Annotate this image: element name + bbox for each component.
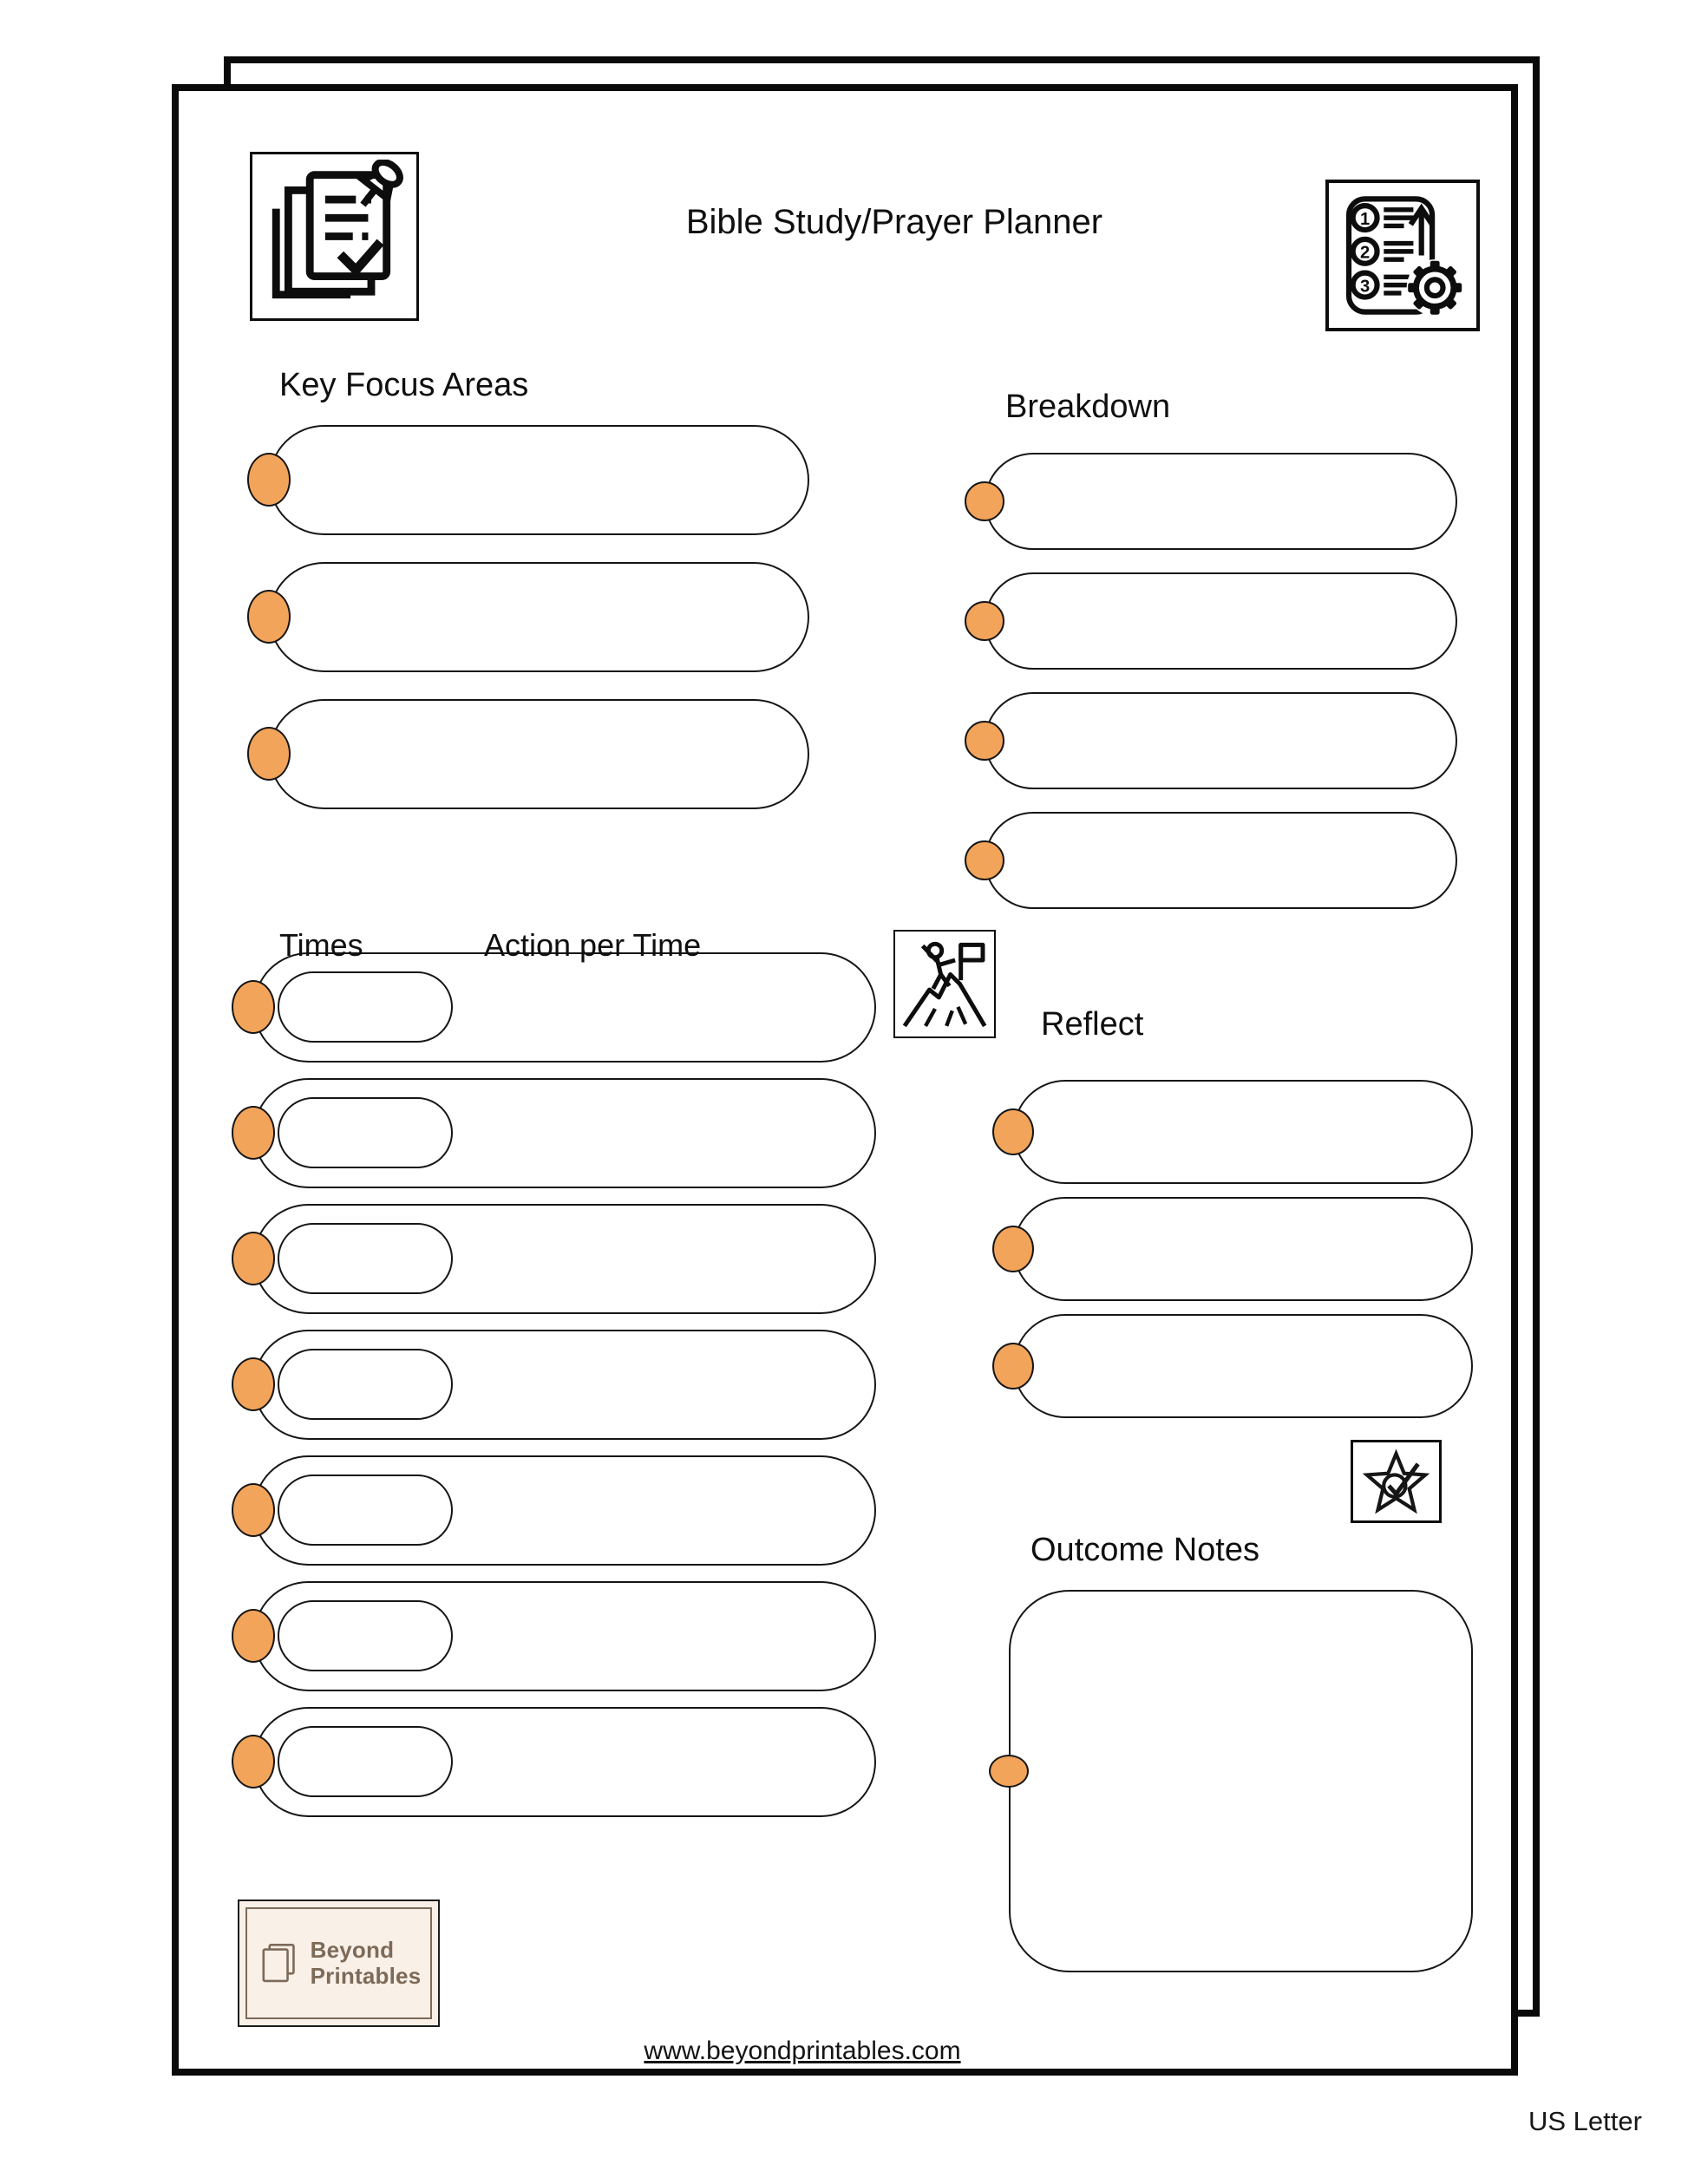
beyond-printables-logo xyxy=(238,1900,440,2027)
time-field[interactable] xyxy=(278,971,453,1043)
connector-dot xyxy=(965,840,1004,880)
reflect-field[interactable] xyxy=(1013,1080,1473,1184)
stacked-pages-icon xyxy=(257,1939,302,1988)
connector-dot xyxy=(965,721,1004,761)
time-field[interactable] xyxy=(278,1600,453,1671)
logo-line1: Beyond xyxy=(310,1937,395,1964)
connector-dot xyxy=(232,1735,275,1788)
planner-page xyxy=(172,84,1518,2076)
connector-dot xyxy=(232,1483,275,1537)
connector-dot xyxy=(247,727,291,781)
connector-dot xyxy=(232,1232,275,1285)
breakdown-field[interactable] xyxy=(985,572,1457,670)
breakdown-field[interactable] xyxy=(985,453,1457,550)
connector-dot xyxy=(232,1106,275,1160)
connector-dot xyxy=(992,1343,1034,1390)
breakdown-field[interactable] xyxy=(985,812,1457,909)
reflect-field[interactable] xyxy=(1013,1314,1473,1418)
times-heading: Times xyxy=(279,927,363,963)
star-checkmark-icon xyxy=(1351,1440,1442,1523)
connector-dot xyxy=(992,1108,1034,1155)
connector-dot xyxy=(247,590,291,644)
logo-line2: Printables xyxy=(310,1962,422,1989)
connector-dot xyxy=(965,601,1004,641)
breakdown-heading: Breakdown xyxy=(1005,389,1171,425)
mountain-climber-flag-icon xyxy=(893,930,996,1038)
key-focus-areas-heading: Key Focus Areas xyxy=(279,367,529,403)
outcome-notes-heading: Outcome Notes xyxy=(1030,1532,1259,1568)
key-focus-field[interactable] xyxy=(269,699,809,809)
key-focus-field[interactable] xyxy=(269,425,809,535)
time-field[interactable] xyxy=(278,1475,453,1546)
logo-frame xyxy=(245,1907,432,2019)
svg-text:3: 3 xyxy=(1359,277,1371,297)
svg-text:1: 1 xyxy=(1359,209,1371,229)
clipboard-checklist-pin-icon xyxy=(250,152,419,321)
connector-dot xyxy=(232,1609,275,1663)
website-link[interactable]: www.beyondprintables.com xyxy=(644,2037,961,2065)
reflect-field[interactable] xyxy=(1013,1197,1473,1301)
time-field[interactable] xyxy=(278,1349,453,1420)
paper-size-label: US Letter xyxy=(1528,2106,1642,2136)
logo-wordmark xyxy=(311,1938,422,1988)
key-focus-field[interactable] xyxy=(269,562,809,672)
reflect-heading: Reflect xyxy=(1041,1006,1144,1043)
connector-dot xyxy=(247,453,291,507)
connector-dot xyxy=(965,481,1004,521)
numbered-steps-gear-icon xyxy=(1325,180,1480,331)
page-title: Bible Study/Prayer Planner xyxy=(685,203,1103,241)
time-field[interactable] xyxy=(278,1223,453,1294)
connector-dot xyxy=(232,980,275,1034)
connector-dot xyxy=(992,1226,1034,1272)
breakdown-field[interactable] xyxy=(985,692,1457,789)
connector-dot xyxy=(232,1357,275,1411)
connector-dot xyxy=(989,1755,1029,1788)
outcome-notes-field[interactable] xyxy=(1009,1590,1473,1972)
time-field[interactable] xyxy=(278,1097,453,1168)
time-field[interactable] xyxy=(278,1726,453,1797)
action-per-time-heading: Action per Time xyxy=(484,927,702,963)
svg-text:2: 2 xyxy=(1359,243,1371,263)
